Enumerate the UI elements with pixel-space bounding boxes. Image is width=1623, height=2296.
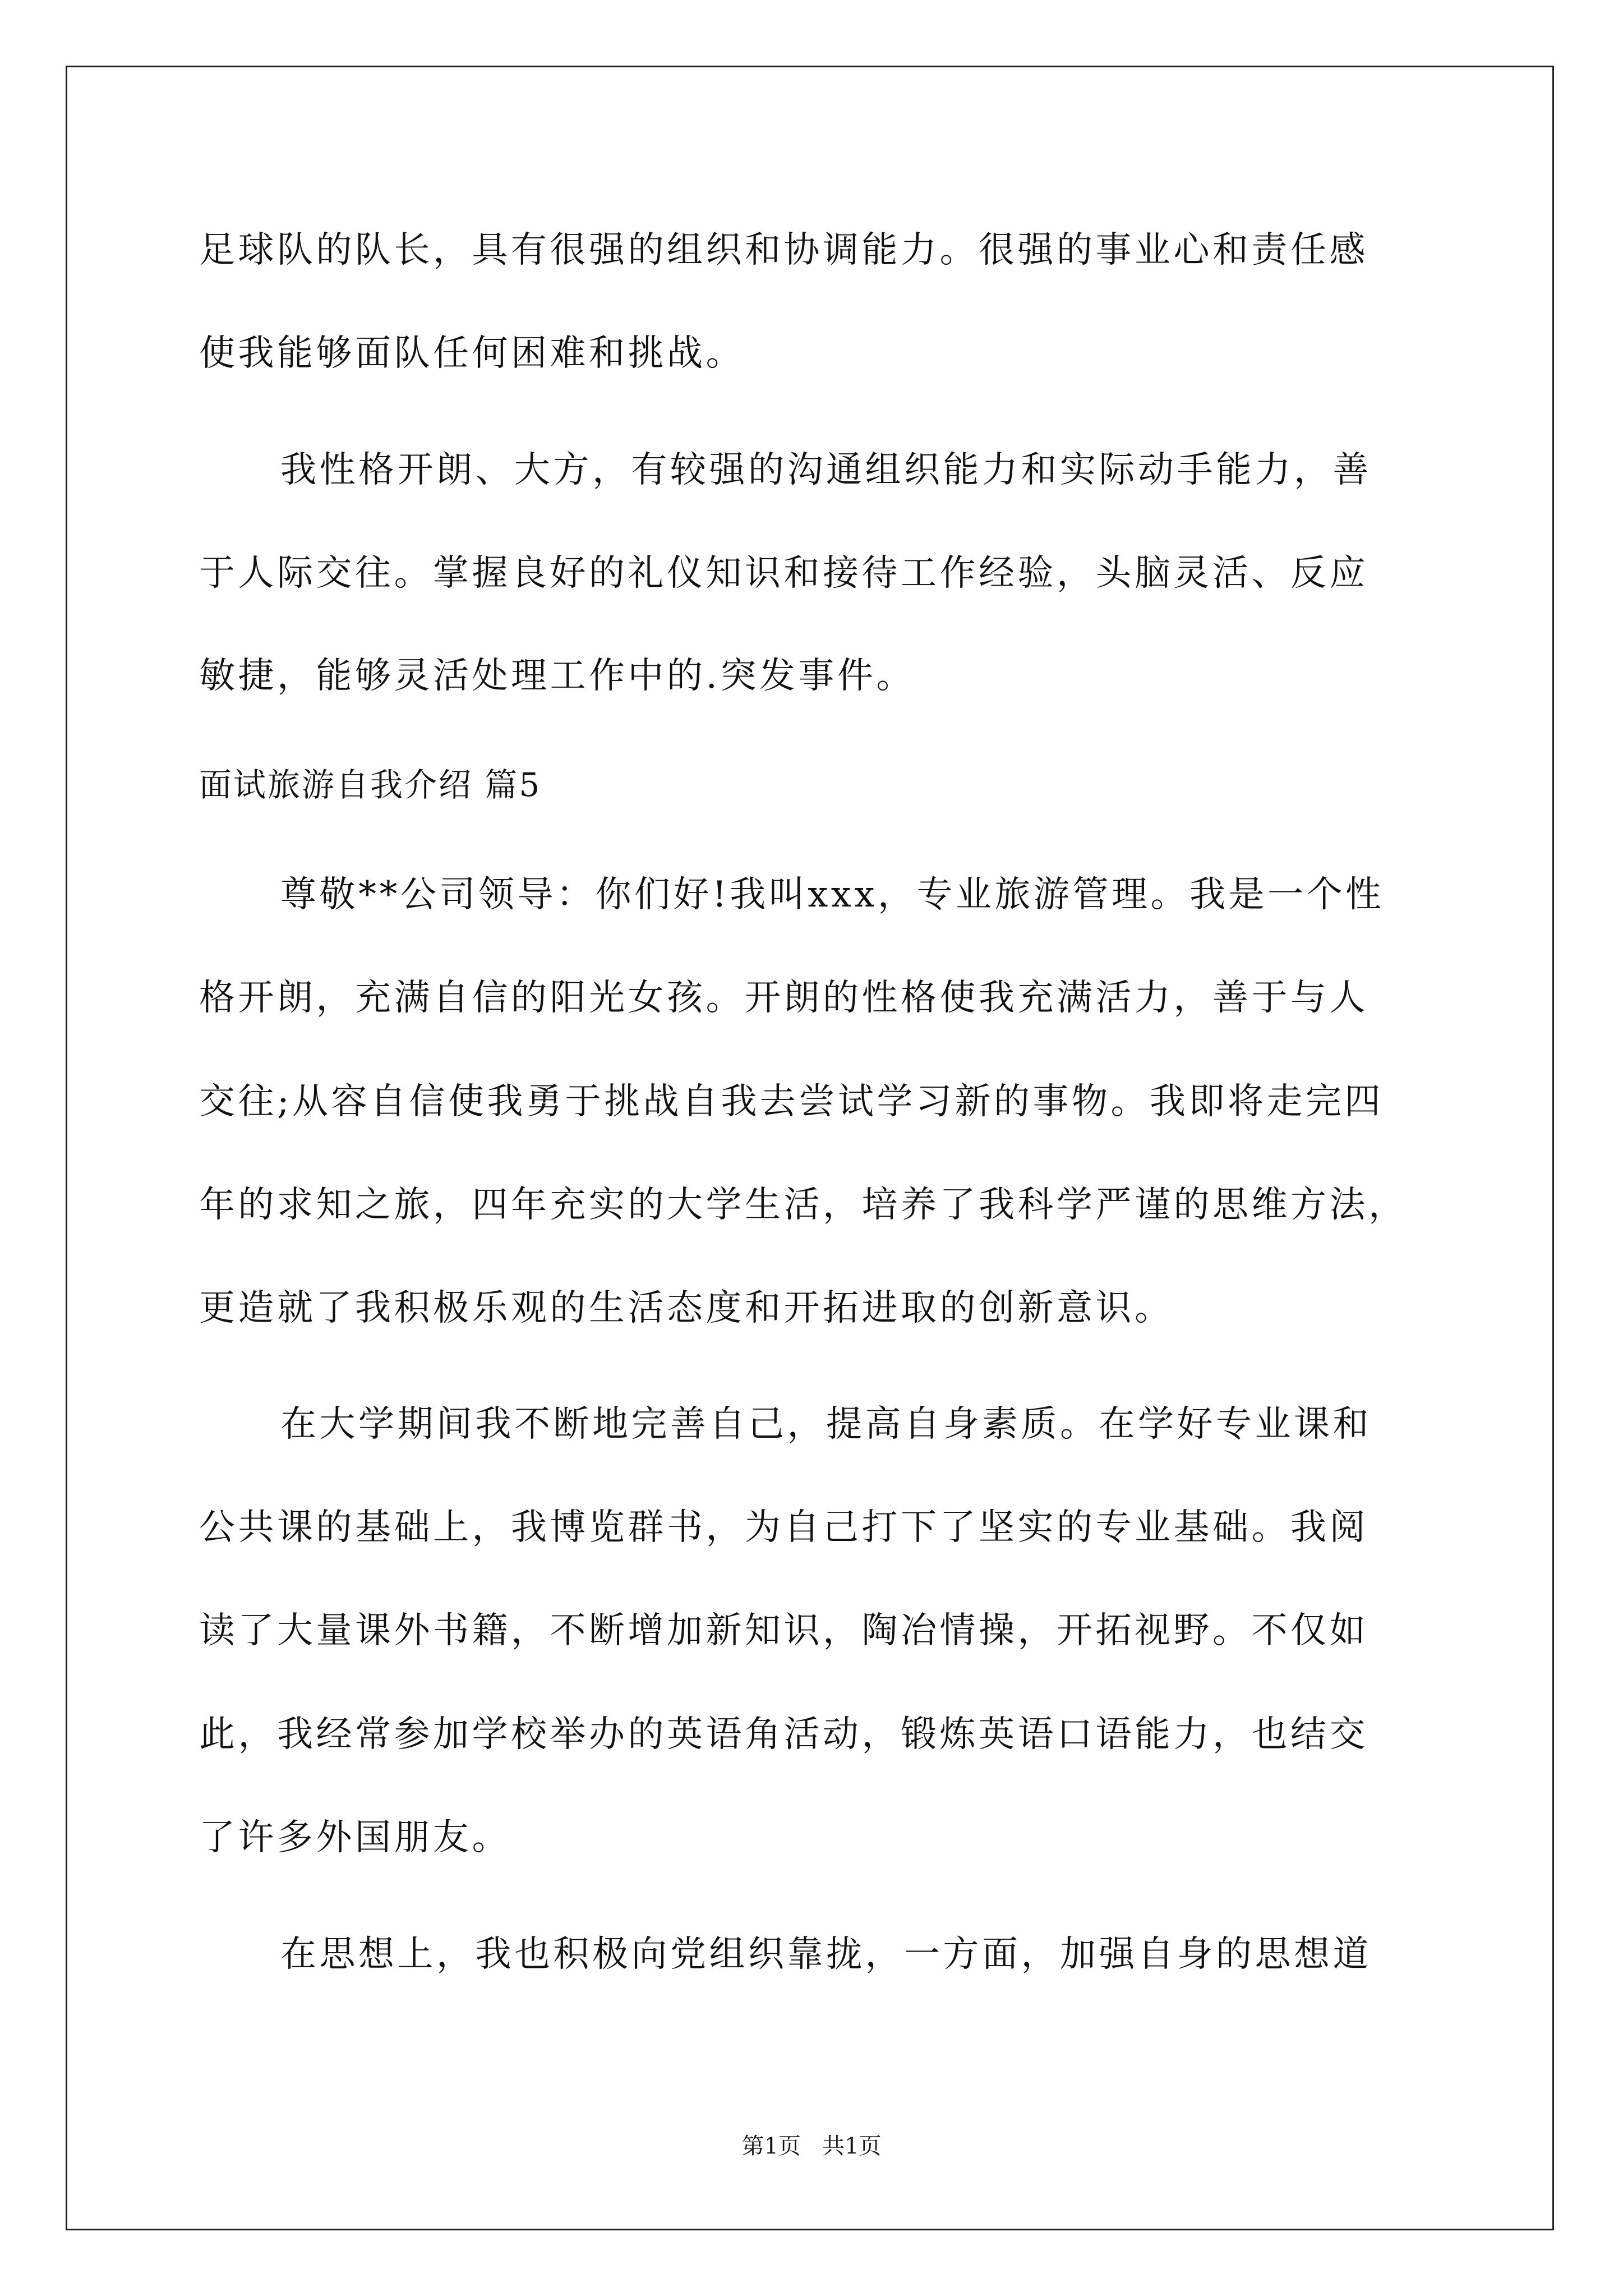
page-footer: 第1页 共1页 (741, 2133, 882, 2159)
body-line-16: 了许多外国朋友。 (199, 1817, 511, 1858)
body-line-10: 年的求知之旅，四年充实的大学生活，培养了我科学严谨的思维方法， (199, 1184, 1408, 1226)
body-line-5: 敏捷，能够灵活处理工作中的.突发事件。 (199, 655, 915, 697)
body-line-8: 格开朗，充满自信的阳光女孩。开朗的性格使我充满活力，善于与人 (199, 977, 1368, 1019)
body-line-4: 于人际交往。掌握良好的礼仪知识和接待工作经验，头脑灵活、反应 (199, 553, 1368, 594)
section-heading: 面试旅游自我介绍 篇5 (199, 766, 542, 804)
body-line-11: 更造就了我积极乐观的生活态度和开拓进取的创新意识。 (199, 1287, 1174, 1329)
body-line-15: 此，我经常参加学校举办的英语角活动，锻炼英语口语能力，也结交 (199, 1714, 1368, 1755)
paragraph-line-12: 在大学期间我不断地完善自己，提高自身素质。在学好专业课和 (280, 1404, 1372, 1445)
body-line-2: 使我能够面队任何困难和挑战。 (199, 333, 745, 374)
paragraph-line-17: 在思想上，我也积极向党组织靠拢，一方面，加强自身的思想道 (280, 1934, 1372, 1975)
page-frame (66, 66, 1554, 2230)
paragraph-line-3: 我性格开朗、大方，有较强的沟通组织能力和实际动手能力，善 (280, 449, 1372, 491)
body-line-13: 公共课的基础上，我博览群书，为自己打下了坚实的专业基础。我阅 (199, 1507, 1368, 1548)
body-line-14: 读了大量课外书籍，不断增加新知识，陶冶情操，开拓视野。不仅如 (199, 1610, 1368, 1651)
paragraph-line-7: 尊敬**公司领导：你们好!我叫xxx，专业旅游管理。我是一个性 (280, 874, 1385, 915)
body-line-9: 交往;从容自信使我勇于挑战自我去尝试学习新的事物。我即将走完四 (199, 1081, 1384, 1122)
body-line-1: 足球队的队长，具有很强的组织和协调能力。很强的事业心和责任感 (199, 229, 1368, 271)
